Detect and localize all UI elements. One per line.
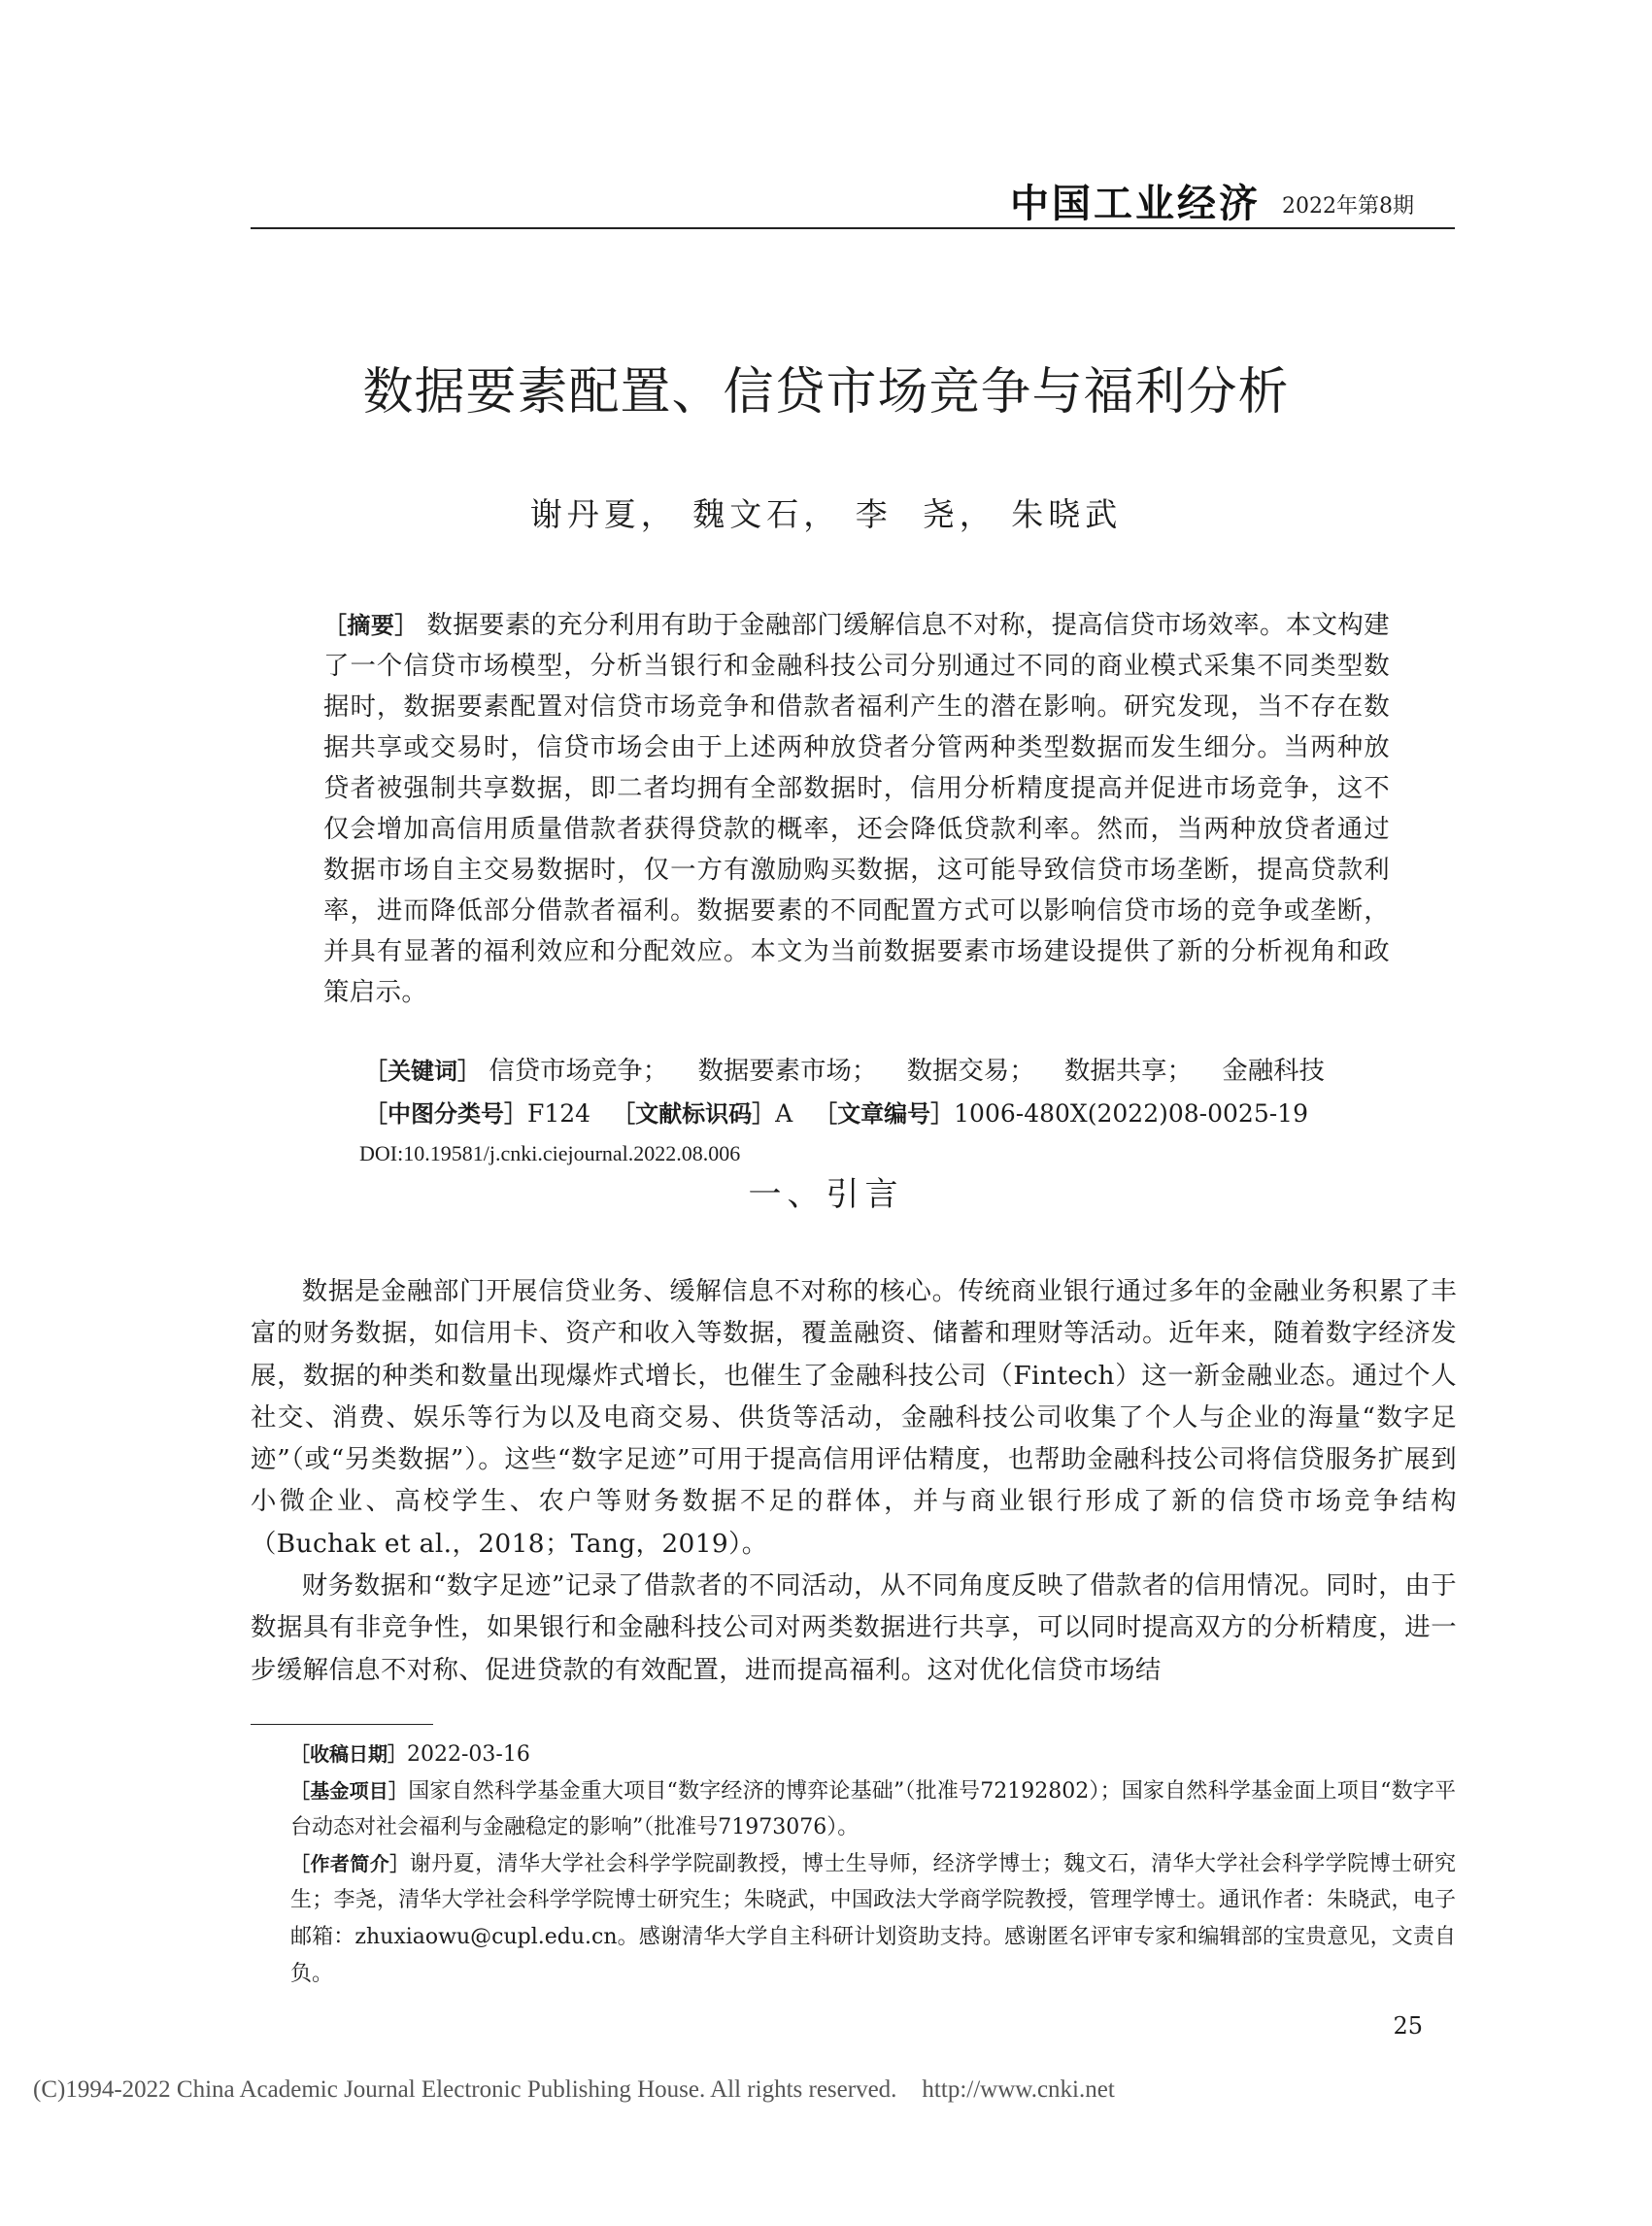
received-value: 2022-03-16	[407, 1742, 530, 1767]
keyword-item: 数据共享；	[1063, 1056, 1193, 1086]
issue-label: 2022年第8期	[1282, 194, 1414, 219]
doc-code-value: A	[775, 1099, 793, 1128]
footnote-rule	[251, 1724, 433, 1725]
keywords-label: ［关键词］	[364, 1058, 481, 1085]
abstract-label: ［摘要］	[323, 612, 419, 639]
copyright-notice: (C)1994-2022 China Academic Journal Electronic Publishing House. All rights reserved.	[33, 2076, 897, 2103]
header-rule	[251, 227, 1455, 229]
author-info-value: 谢丹夏，清华大学社会科学学院副教授，博士生导师，经济学博士；魏文石，清华大学社会科学学院博士研究生；李尧，清华大学社会科学学院博士研究生；朱晓武，中国政法大学商学院教授，管理学博士。通讯作者：朱晓武，电子邮箱：zhuxiaowu@cupl.edu.cn。感谢清华大学自主科研计划资助支持。感谢匿名评审专家和编辑部的宝贵意见，文责自负。	[290, 1851, 1456, 1986]
doi[interactable]: DOI:10.19581/j.cnki.ciejournal.2022.08.006	[359, 1141, 741, 1165]
received-label: ［收稿日期］	[290, 1742, 407, 1766]
abstract-text: 数据要素的充分利用有助于金融部门缓解信息不对称，提高信贷市场效率。本文构建了一个信贷市场模型，分析当银行和金融科技公司分别通过不同的商业模式采集不同类型数据时，数据要素配置对信贷市场竞争和借款者福利产生的潜在影响。研究发现，当不存在数据共享或交易时，信贷市场会由于上述两种放贷者分管两种类型数据而发生细分。当两种放贷者被强制共享数据，即二者均拥有全部数据时，信用分析精度提高并促进市场竞争，这不仅会增加高信用质量借款者获得贷款的概率，还会降低贷款利率。然而，当两种放贷者通过数据市场自主交易数据时，仅一方有激励购买数据，这可能导致信贷市场垄断，提高贷款利率，进而降低部分借款者福利。数据要素的不同配置方式可以影响信贷市场的竞争或垄断，并具有显著的福利效应和分配效应。本文为当前数据要素市场建设提供了新的分析视角和政策启示。	[323, 610, 1390, 1007]
footnote-received	[290, 1737, 1456, 1773]
page-number: 25	[1393, 2012, 1423, 2040]
footnotes	[290, 1737, 1456, 1992]
fund-label: ［基金项目］	[290, 1778, 409, 1803]
article-number-value: 1006-480X(2022)08-0025-19	[954, 1099, 1308, 1128]
keyword-item: 数据要素市场；	[697, 1056, 878, 1086]
fund-value: 国家自然科学基金重大项目“数字经济的博弈论基础”（批准号72192802）；国家自然科学基金面上项目“数字平台动态对社会福利与金融稳定的影响”（批准号71973076）。	[290, 1778, 1456, 1840]
footnote-fund	[290, 1773, 1456, 1846]
keyword-item: 金融科技	[1222, 1056, 1325, 1086]
article-title: 数据要素配置、信贷市场竞争与福利分析	[362, 363, 1290, 422]
doc-code-label: ［文献标识码］	[612, 1100, 776, 1128]
body-paragraph: 数据是金融部门开展信贷业务、缓解信息不对称的核心。传统商业银行通过多年的金融业务积累了丰富的财务数据，如信用卡、资产和收入等数据，覆盖融资、储蓄和理财等活动。近年来，随着数字经济发展，数据的种类和数量出现爆炸式增长，也催生了金融科技公司（Fintech）这一新金融业态。通过个人社交、消费、娱乐等行为以及电商交易、供货等活动，金融科技公司收集了个人与企业的海量“数字足迹”（或“另类数据”）。这些“数字足迹”可用于提高信用评估精度，也帮助金融科技公司将信贷服务扩展到小微企业、高校学生、农户等财务数据不足的群体，并与商业银行形成了新的信贷市场竞争结构（Buchak et al.，2018；Tang，2019）。	[251, 1276, 1457, 1559]
classification-line	[364, 1094, 1433, 1134]
abstract	[323, 605, 1390, 1013]
clc-value: F124	[527, 1099, 591, 1128]
clc-label: ［中图分类号］	[364, 1100, 527, 1128]
author-info-label: ［作者简介］	[290, 1851, 410, 1875]
copyright-footer	[33, 2073, 1115, 2108]
keywords	[364, 1051, 1403, 1092]
journal-logo: 中国工业经济	[1010, 182, 1261, 226]
keyword-item: 数据交易；	[906, 1056, 1035, 1086]
article-number-label: ［文章编号］	[814, 1100, 955, 1128]
body-paragraph: 财务数据和“数字足迹”记录了借款者的不同活动，从不同角度反映了借款者的信用情况。同时，由于数据具有非竞争性，如果银行和金融科技公司对两类数据进行共享，可以同时提高双方的分析精度，进一步缓解信息不对称、促进贷款的有效配置，进而提高福利。这对优化信贷市场结	[251, 1570, 1457, 1685]
keyword-item: 信贷市场竞争；	[489, 1056, 669, 1086]
body-text	[251, 1270, 1457, 1691]
section-heading: 一、引言	[748, 1175, 904, 1214]
footnote-author	[290, 1846, 1456, 1992]
cnki-link[interactable]: http://www.cnki.net	[922, 2076, 1115, 2103]
author-list: 谢丹夏， 魏文石， 李 尧， 朱晓武	[529, 495, 1123, 533]
